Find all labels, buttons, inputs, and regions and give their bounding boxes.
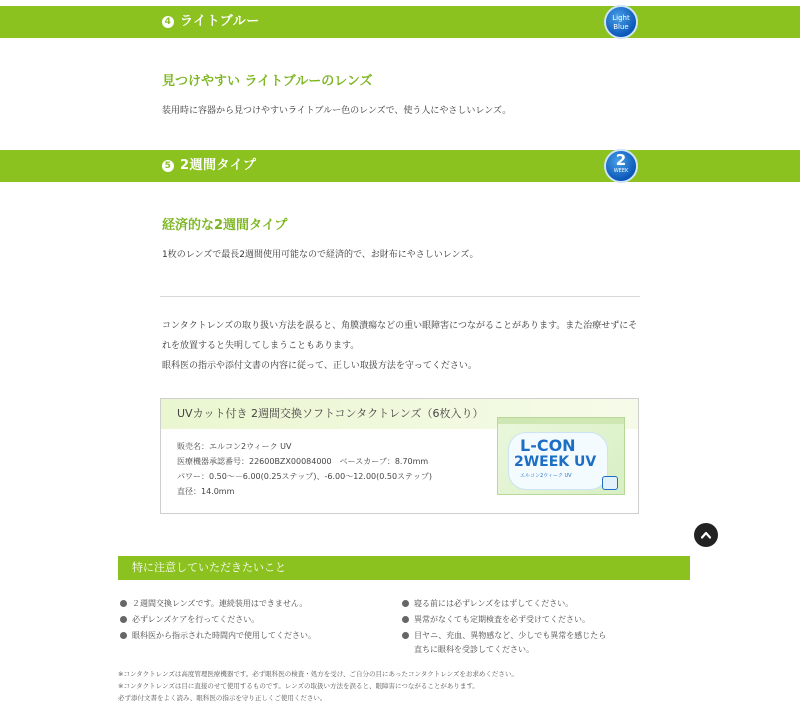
note-text: 寝る前には必ずレンズをはずしてください。 [414, 599, 574, 608]
section-title [162, 150, 256, 182]
note-item [120, 597, 307, 611]
note-text: 必ずレンズケアを行ってください。 [132, 615, 260, 624]
product-title: UVカット付き 2週間交換ソフトコンタクトレンズ（6枚入り） [177, 407, 484, 420]
badge-line2: Blue [613, 23, 629, 31]
section-heading: 見つけやすい ライトブルーのレンズ [162, 74, 373, 89]
notes-title: 特に注意していただきたいこと [132, 561, 286, 574]
badge-line1: Light [612, 14, 630, 22]
light-blue-badge-icon [604, 5, 638, 39]
section-description: 1枚のレンズで最長2週間使用可能なので経済的で、お財布にやさしいレンズ。 [162, 250, 479, 260]
product-spec-approval: 医療機器承認番号：22600BZX00084000 ベースカーブ：8.70mm [177, 457, 429, 466]
bullet-icon [402, 600, 409, 607]
product-box-image [497, 417, 625, 495]
section-description: 装用時に容器から見つけやすいライトブルー色のレンズで、使う人にやさしいレンズ。 [162, 106, 512, 116]
footnote-3: 必ず添付文書をよく読み、眼科医の指示を守り正しくご使用ください。 [118, 694, 327, 702]
section-number: 5 [162, 160, 174, 172]
badge-number: 2 [615, 151, 627, 169]
bullet-icon [120, 600, 127, 607]
bullet-icon [402, 616, 409, 623]
note-text: 眼科医から指示された時間内で使用してください。 [132, 631, 316, 640]
section-title-text: 2週間タイプ [180, 158, 257, 173]
note-text: 異常がなくても定期検査を必ず受けてください。 [414, 615, 590, 624]
section-title [162, 6, 260, 38]
warning-line-3: 眼科医の指示や添付文書の内容に従って、正しい取扱方法を守ってください。 [162, 361, 477, 371]
note-item-continued: 直ちに眼科を受診してください。 [414, 645, 534, 654]
note-item [402, 613, 590, 627]
note-item [120, 629, 316, 643]
box-brand: L-CON [520, 436, 576, 455]
two-week-badge-icon [604, 149, 638, 183]
product-spec-diameter: 直径：14.0mm [177, 487, 235, 496]
section-title-text: ライトブルー [180, 14, 260, 29]
footnote-1: ※コンタクトレンズは高度管理医療機器です。必ず眼科医の検査・処方を受け、ご自分の目にあったコンタクトレンズをお求めください。 [118, 670, 518, 678]
product-spec-power: パワー：0.50～－6.00(0.25ステップ)、-6.00～12.00(0.50ステップ) [177, 472, 433, 481]
box-product-name: 2WEEK UV [514, 454, 597, 470]
chevron-up-icon [701, 531, 711, 539]
section-band-two-week [0, 150, 800, 182]
warning-line-1: コンタクトレンズの取り扱い方法を誤ると、角膜潰瘍などの重い眼障害につながることがあります。また治療せずにそ [162, 321, 638, 331]
warning-line-2: れを放置すると失明してしまうこともあります。 [162, 341, 360, 351]
note-item [402, 597, 573, 611]
bullet-icon [402, 632, 409, 639]
badge-label: WEEK [613, 168, 629, 174]
note-item [402, 629, 606, 643]
bullet-icon [120, 632, 127, 639]
lens-pack-icon [602, 476, 618, 490]
note-item [120, 613, 259, 627]
box-top-strip [498, 418, 624, 424]
note-text: ２週間交換レンズです。連続装用はできません。 [132, 599, 308, 608]
bullet-icon [120, 616, 127, 623]
product-spec-name: 販売名：エルコン2ウィーク UV [177, 442, 292, 451]
product-card [160, 398, 639, 514]
notes-header [118, 556, 690, 580]
divider [160, 296, 640, 297]
section-band-light-blue [0, 6, 800, 38]
section-heading: 経済的な2週間タイプ [162, 218, 288, 233]
note-text: 目ヤニ、充血、異物感など、少しでも異常を感じたら [414, 631, 607, 640]
footnote-2: ※コンタクトレンズは目に直接のせて使用するものです。レンズの取扱い方法を誤ると、眼障害につながることがあります。 [118, 682, 479, 690]
section-number: 4 [162, 16, 174, 28]
back-to-top-button[interactable] [694, 523, 718, 547]
box-subtitle: エルコン2ウィーク UV [520, 473, 572, 479]
